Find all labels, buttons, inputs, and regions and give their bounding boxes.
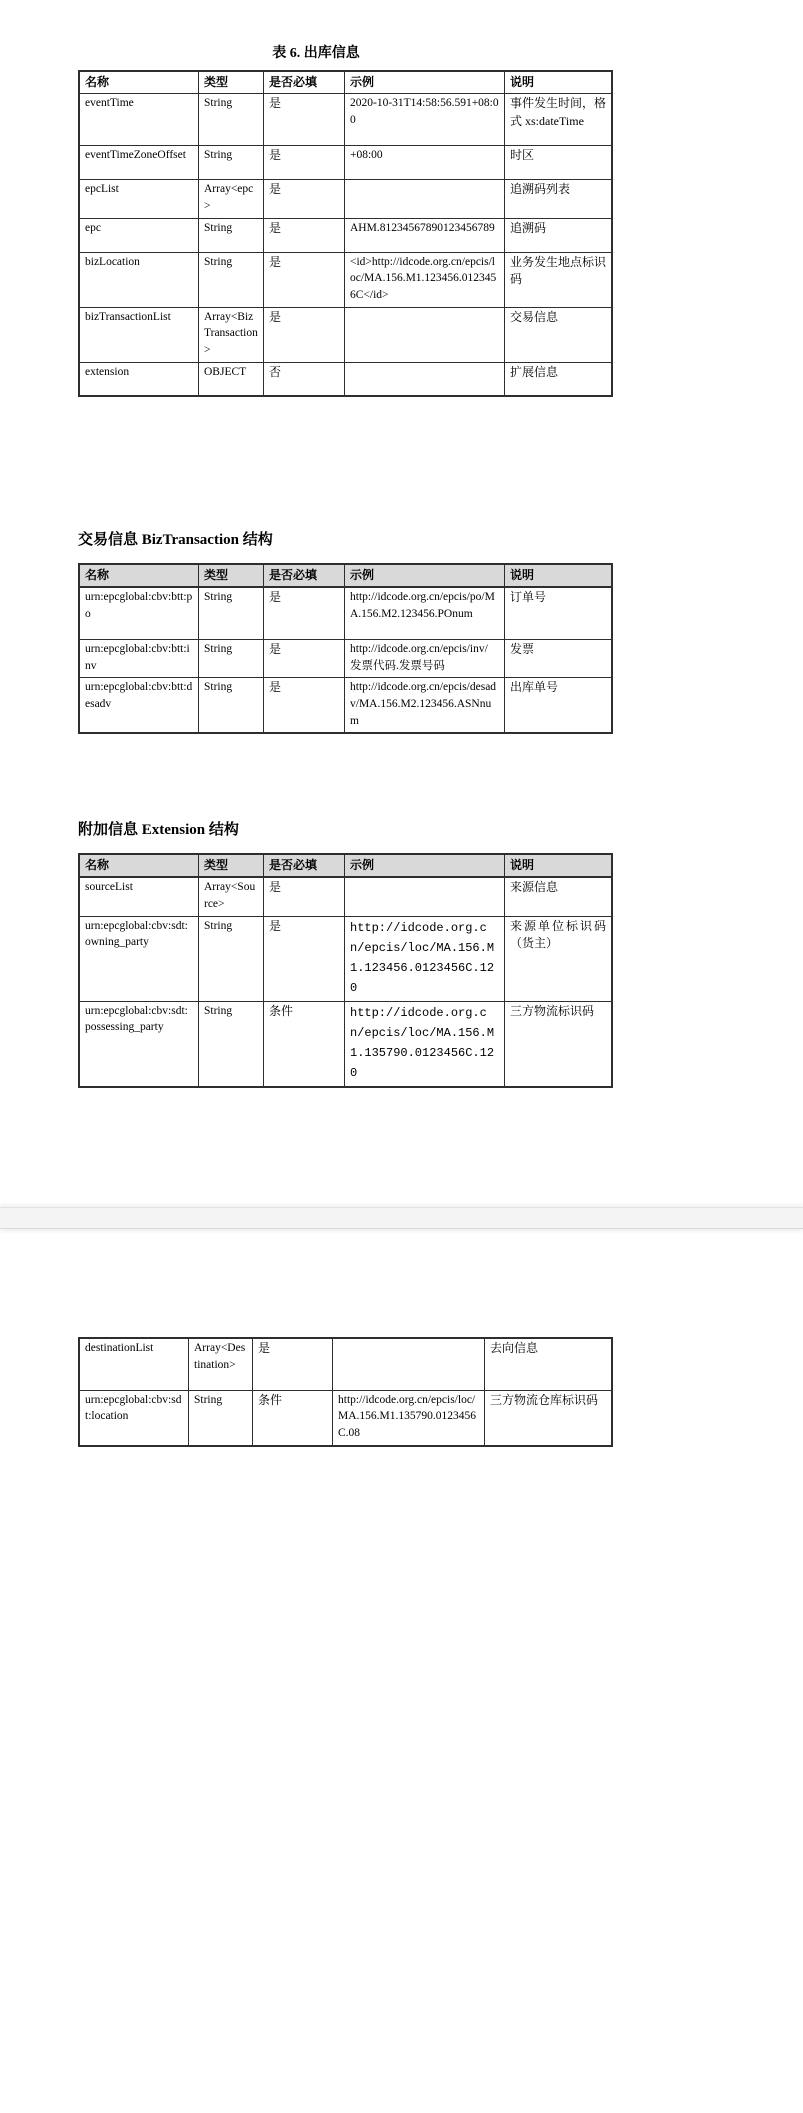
column-header-type: 类型 — [199, 71, 264, 94]
section-heading-biztransaction: 交易信息 BizTransaction 结构 — [78, 532, 273, 548]
cell-required: 条件 — [253, 1390, 333, 1446]
cell-type: Array<Source> — [199, 877, 264, 916]
cell-required: 是 — [264, 94, 345, 146]
column-header-name: 名称 — [79, 854, 199, 877]
cell-name: eventTime — [79, 94, 199, 146]
table-row — [79, 94, 612, 146]
column-header-name: 名称 — [79, 71, 199, 94]
column-header-type: 类型 — [199, 854, 264, 877]
cell-name: urn:epcglobal:cbv:btt:inv — [79, 639, 199, 677]
table-row — [79, 639, 612, 677]
cell-desc: 事件发生时间，格式 xs:dateTime — [505, 94, 613, 146]
table-caption: 表 6. 出库信息 — [272, 46, 360, 61]
column-header-name: 名称 — [79, 564, 199, 587]
table-row — [79, 362, 612, 396]
cell-required: 是 — [264, 916, 345, 1001]
column-header-type: 类型 — [199, 564, 264, 587]
table-row — [79, 587, 612, 639]
cell-desc: 三方物流仓库标识码 — [485, 1390, 613, 1446]
cell-name: bizLocation — [79, 252, 199, 307]
cell-example: http://idcode.org.cn/epcis/inv/发票代码.发票号码 — [345, 639, 505, 677]
cell-required: 是 — [264, 218, 345, 252]
cell-required: 是 — [264, 587, 345, 639]
column-header-example: 示例 — [345, 854, 505, 877]
cell-type: String — [199, 252, 264, 307]
cell-required: 是 — [264, 877, 345, 916]
cell-example: http://idcode.org.cn/epcis/loc/MA.156.M1.135790.0123456C.120 — [345, 1001, 505, 1087]
cell-name: eventTimeZoneOffset — [79, 146, 199, 180]
cell-desc: 追溯码 — [505, 218, 613, 252]
table-row — [79, 678, 612, 734]
cell-example: AHM.81234567890123456789 — [345, 218, 505, 252]
cell-example — [333, 1338, 485, 1390]
biz-transaction-table — [78, 563, 613, 734]
cell-desc: 来源信息 — [505, 877, 613, 916]
cell-name: bizTransactionList — [79, 307, 199, 362]
cell-required: 是 — [253, 1338, 333, 1390]
column-header-desc: 说明 — [505, 564, 613, 587]
table-row — [79, 146, 612, 180]
section-heading-extension: 附加信息 Extension 结构 — [78, 822, 239, 838]
cell-name: sourceList — [79, 877, 199, 916]
column-header-desc: 说明 — [505, 854, 613, 877]
cell-desc: 交易信息 — [505, 307, 613, 362]
cell-example — [345, 180, 505, 218]
column-header-desc: 说明 — [505, 71, 613, 94]
cell-desc: 三方物流标识码 — [505, 1001, 613, 1087]
column-header-required: 是否必填 — [264, 71, 345, 94]
cell-name: epc — [79, 218, 199, 252]
table-row — [79, 180, 612, 218]
cell-type: String — [199, 916, 264, 1001]
cell-example — [345, 362, 505, 396]
cell-desc: 时区 — [505, 146, 613, 180]
table-header-row — [79, 854, 612, 877]
cell-type: String — [199, 94, 264, 146]
cell-type: String — [199, 587, 264, 639]
extension-table-continued — [78, 1337, 613, 1447]
table-header-row — [79, 71, 612, 94]
cell-name: urn:epcglobal:cbv:sdt:location — [79, 1390, 189, 1446]
cell-required: 是 — [264, 678, 345, 734]
table-row — [79, 1338, 612, 1390]
table-row — [79, 218, 612, 252]
cell-desc: 去向信息 — [485, 1338, 613, 1390]
cell-desc: 来源单位标识码（货主） — [505, 916, 613, 1001]
page-break-separator — [0, 1207, 803, 1229]
column-header-required: 是否必填 — [264, 564, 345, 587]
cell-desc: 追溯码列表 — [505, 180, 613, 218]
cell-example: http://idcode.org.cn/epcis/loc/MA.156.M1.123456.0123456C.120 — [345, 916, 505, 1001]
cell-type: String — [199, 678, 264, 734]
cell-name: destinationList — [79, 1338, 189, 1390]
cell-example: http://idcode.org.cn/epcis/po/MA.156.M2.123456.POnum — [345, 587, 505, 639]
cell-name: urn:epcglobal:cbv:btt:po — [79, 587, 199, 639]
cell-desc: 发票 — [505, 639, 613, 677]
cell-desc: 扩展信息 — [505, 362, 613, 396]
cell-desc: 出库单号 — [505, 678, 613, 734]
table-row — [79, 1001, 612, 1087]
cell-required: 是 — [264, 252, 345, 307]
table-row — [79, 1390, 612, 1446]
cell-example — [345, 307, 505, 362]
cell-required: 条件 — [264, 1001, 345, 1087]
column-header-example: 示例 — [345, 564, 505, 587]
cell-desc: 订单号 — [505, 587, 613, 639]
cell-type: OBJECT — [199, 362, 264, 396]
outbound-info-table — [78, 70, 613, 397]
cell-type: Array<BizTransaction> — [199, 307, 264, 362]
cell-required: 是 — [264, 639, 345, 677]
cell-required: 是 — [264, 146, 345, 180]
cell-required: 否 — [264, 362, 345, 396]
cell-type: String — [199, 639, 264, 677]
table-row — [79, 916, 612, 1001]
table-row — [79, 307, 612, 362]
cell-name: urn:epcglobal:cbv:sdt:owning_party — [79, 916, 199, 1001]
cell-name: epcList — [79, 180, 199, 218]
cell-type: Array<epc> — [199, 180, 264, 218]
cell-type: String — [189, 1390, 253, 1446]
extension-table — [78, 853, 613, 1088]
cell-name: urn:epcglobal:cbv:sdt:possessing_party — [79, 1001, 199, 1087]
cell-example: http://idcode.org.cn/epcis/desadv/MA.156.M2.123456.ASNnum — [345, 678, 505, 734]
cell-desc: 业务发生地点标识码 — [505, 252, 613, 307]
cell-type: String — [199, 146, 264, 180]
cell-type: String — [199, 1001, 264, 1087]
cell-required: 是 — [264, 307, 345, 362]
column-header-example: 示例 — [345, 71, 505, 94]
cell-example: <id>http://idcode.org.cn/epcis/loc/MA.156.M1.123456.0123456C</id> — [345, 252, 505, 307]
cell-example: +08:00 — [345, 146, 505, 180]
cell-example: http://idcode.org.cn/epcis/loc/MA.156.M1.135790.0123456C.08 — [333, 1390, 485, 1446]
table-row — [79, 877, 612, 916]
table-row — [79, 252, 612, 307]
cell-example: 2020-10-31T14:58:56.591+08:00 — [345, 94, 505, 146]
cell-name: urn:epcglobal:cbv:btt:desadv — [79, 678, 199, 734]
cell-type: Array<Destination> — [189, 1338, 253, 1390]
column-header-required: 是否必填 — [264, 854, 345, 877]
table-header-row — [79, 564, 612, 587]
cell-name: extension — [79, 362, 199, 396]
cell-required: 是 — [264, 180, 345, 218]
cell-example — [345, 877, 505, 916]
cell-type: String — [199, 218, 264, 252]
